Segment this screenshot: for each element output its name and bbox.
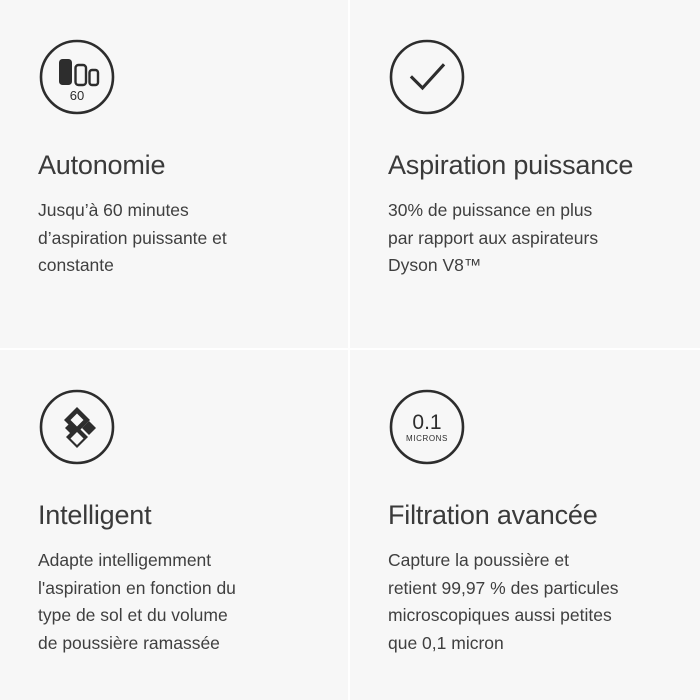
card-body-line: Jusqu’à 60 minutes — [38, 200, 189, 221]
card-body-line: 30% de puissance en plus — [388, 200, 593, 221]
battery-icon-label: 60 — [69, 88, 85, 103]
feature-card-autonomie — [0, 0, 350, 350]
card-title: Autonomie — [38, 150, 166, 180]
card-title: Filtration avancée — [388, 500, 598, 530]
card-body — [38, 547, 312, 658]
feature-card-intelligent — [0, 350, 350, 700]
card-body-line: type de sol et du volume — [38, 605, 228, 626]
card-body-line: de poussière ramassée — [38, 632, 220, 653]
card-body — [388, 197, 664, 280]
card-body — [38, 197, 312, 280]
diamond-layers-circle-icon — [38, 388, 116, 466]
card-body-line: microscopiques aussi petites — [388, 605, 612, 626]
card-body-line: Capture la poussière et — [388, 550, 569, 571]
card-title: Intelligent — [38, 500, 152, 530]
card-body-line: l'aspiration en fonction du — [38, 577, 236, 598]
feature-card-aspiration-puissance — [350, 0, 700, 350]
card-body-line: par rapport aux aspirateurs — [388, 227, 599, 248]
microns-circle-icon — [388, 388, 466, 466]
card-body-line: que 0,1 micron — [388, 632, 504, 653]
card-body-line: constante — [38, 255, 114, 276]
card-title: Aspiration puissance — [388, 150, 634, 180]
microns-icon-unit: MICRONS — [406, 434, 448, 443]
card-body-line: Adapte intelligemment — [38, 550, 212, 571]
card-body-line: retient 99,97 % des particules — [388, 577, 619, 598]
card-body-line: d’aspiration puissante et — [38, 227, 227, 248]
checkmark-circle-icon — [388, 38, 466, 116]
card-body — [388, 547, 664, 658]
card-body-line: Dyson V8™ — [388, 255, 482, 276]
battery-60-icon — [38, 38, 116, 116]
feature-card-filtration-avancee — [350, 350, 700, 700]
microns-icon-value: 0.1 — [412, 411, 442, 434]
